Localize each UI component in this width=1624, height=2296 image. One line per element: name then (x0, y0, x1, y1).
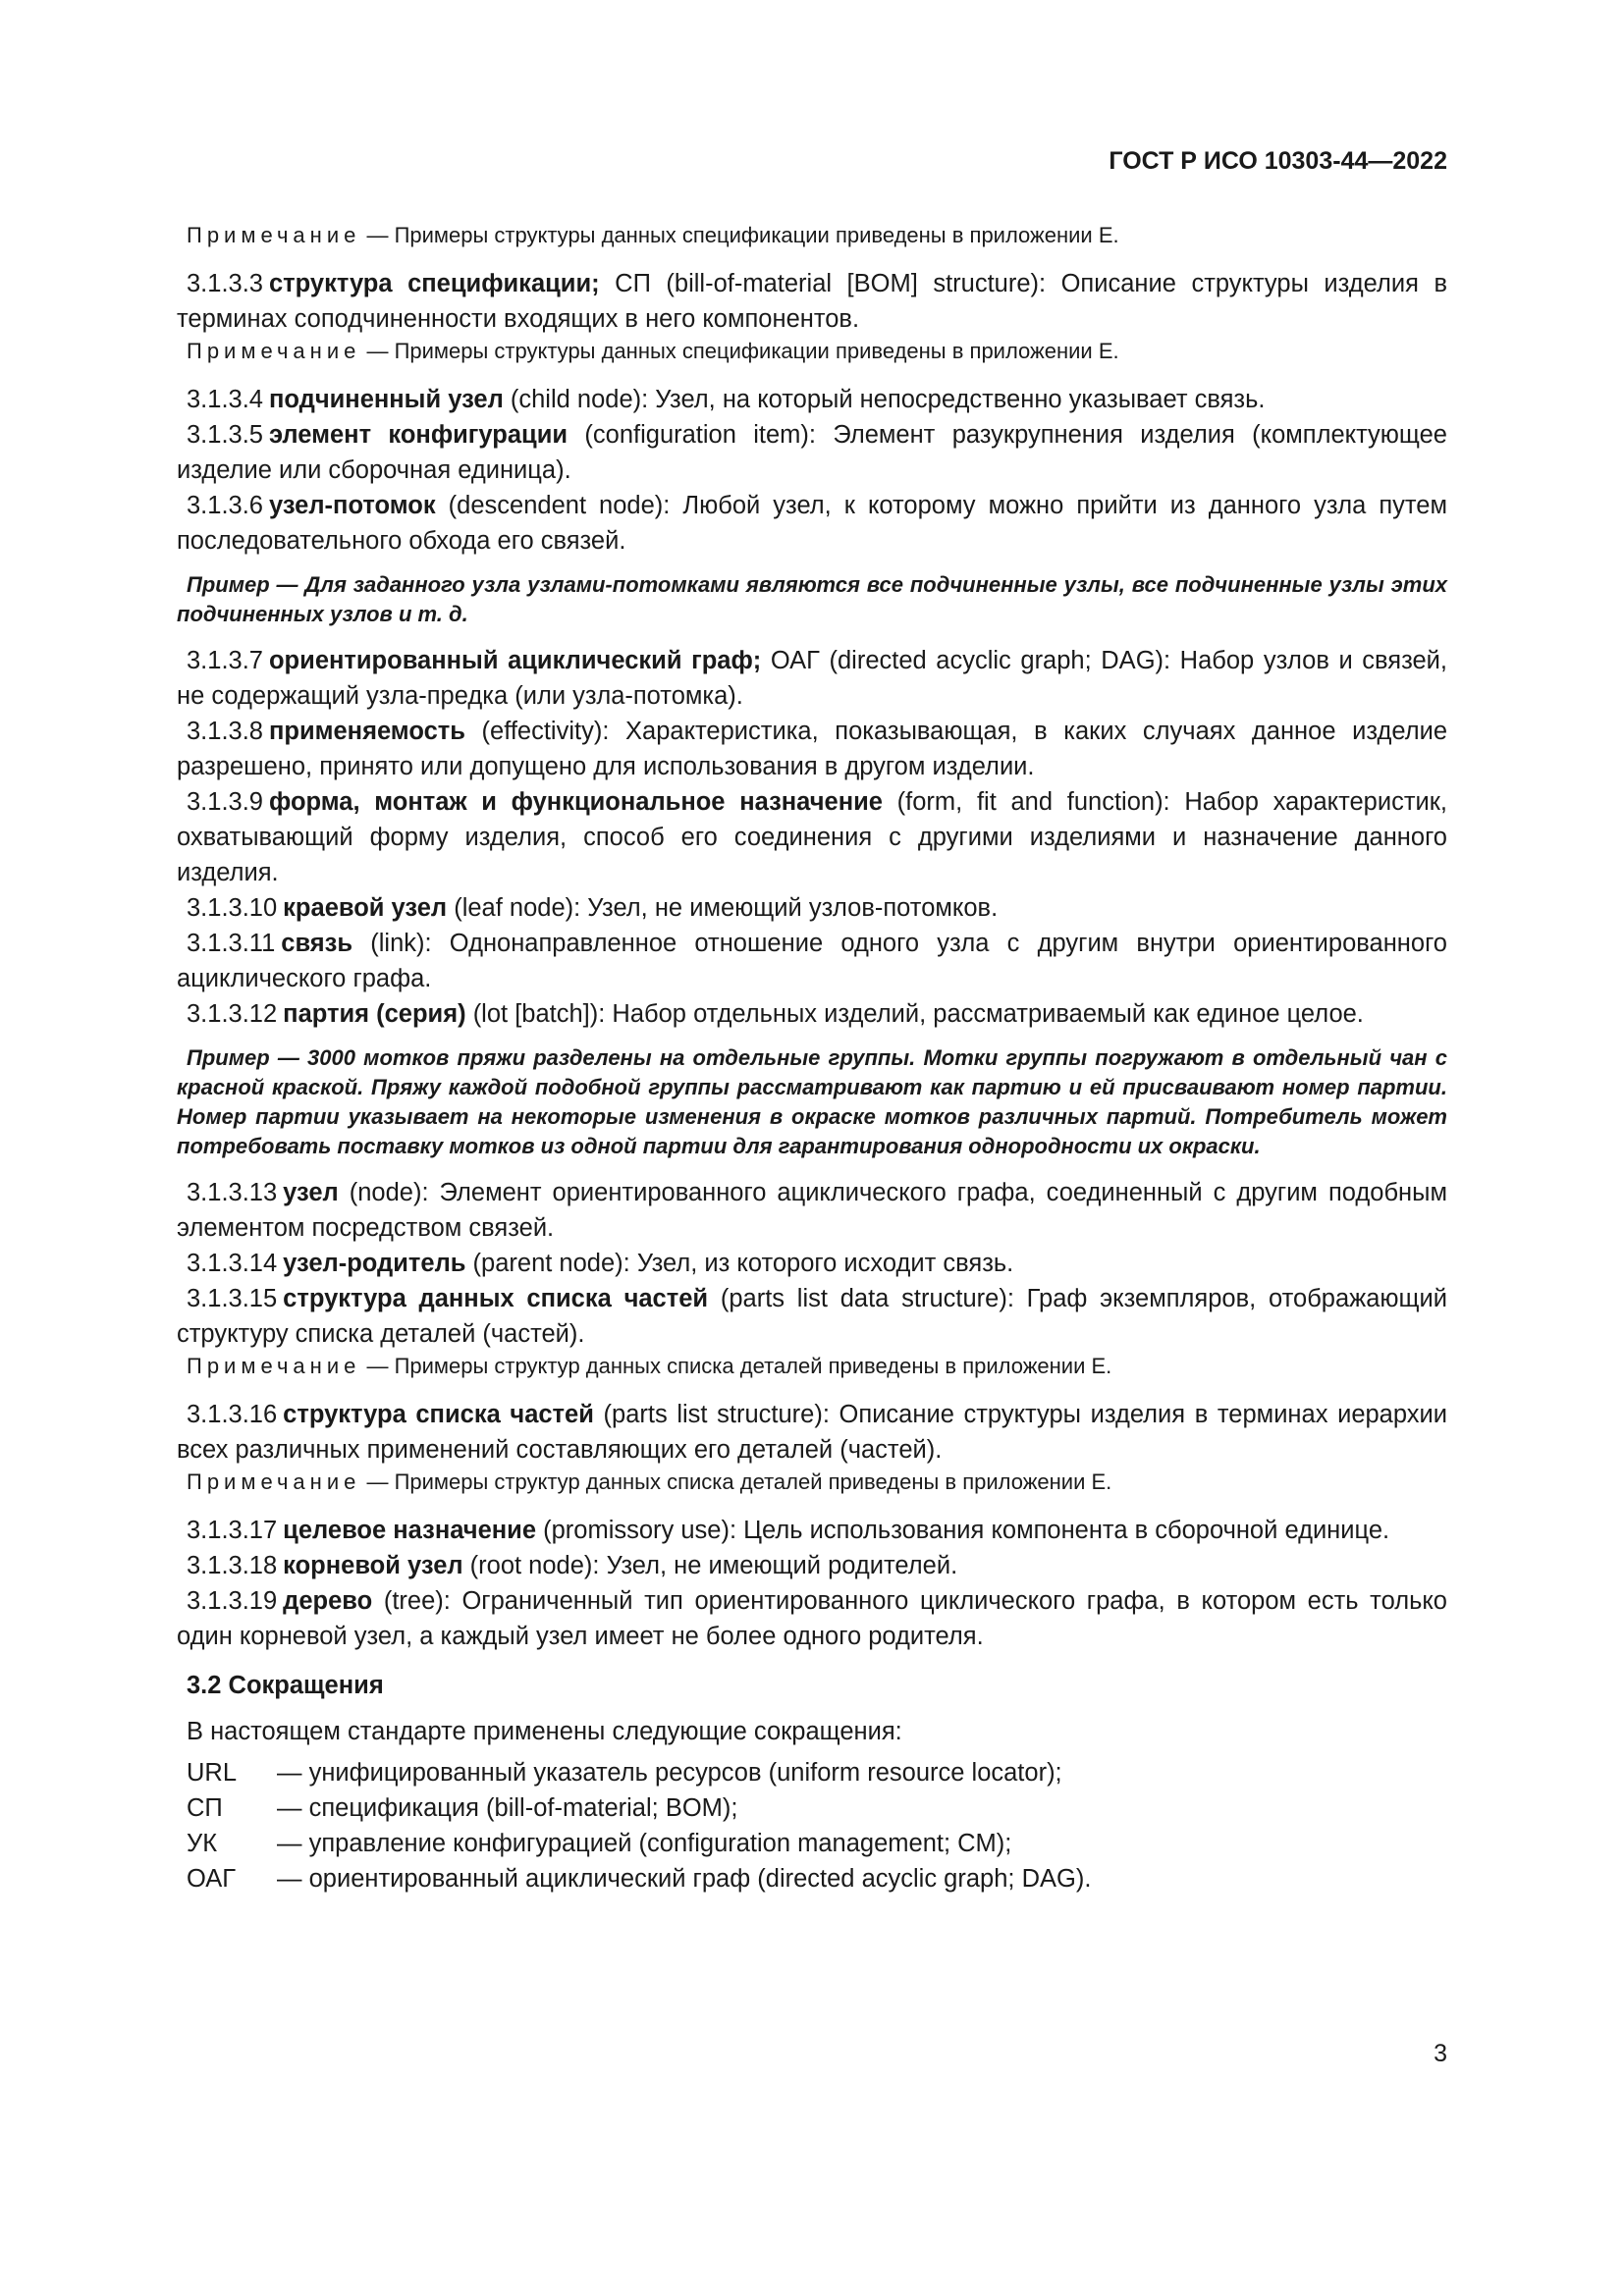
definition (177, 784, 1447, 890)
definition-number: 3.1.3.18 (187, 1552, 278, 1579)
section-title: 3.2 Сокращения (187, 1672, 384, 1699)
definition (177, 1513, 1447, 1548)
definition-text: (link): Однонаправленное отношение одного узла с другим внутри ориентированного ациклического графа. (177, 930, 1447, 992)
definition-term: узел (283, 1179, 339, 1206)
page-number: 3 (1434, 2040, 1447, 2067)
example: Пример — Для заданного узла узлами-потомками являются все подчиненные узлы, все подчиненные узлы этих подчиненных узлов и т. д. (177, 572, 1447, 626)
definition-text: (node): Элемент ориентированного ациклического графа, соединенный с другим подобным элементом посредством связей. (177, 1179, 1447, 1242)
definition-term: структура списка частей (283, 1401, 594, 1428)
definition-text: СП (bill-of-material [BOM] structure): Описание структуры изделия в терминах соподчиненности входящих в него компонентов. (177, 270, 1447, 333)
example: Пример — 3000 мотков пряжи разделены на отдельные группы. Мотки группы погружают в отдельный чан с красной краской. Пряжу каждой подобной группы рассматривают как партию и ей присваивают номер партии. Номер партии указывает на некоторые изменения в окраске мотков различных партий. Потребитель может потребовать поставку мотков из одной партии для гарантирования однородности их окраски. (177, 1045, 1447, 1158)
abbreviation-text: — спецификация (bill-of-material; BOM); (277, 1794, 738, 1822)
abbreviations-list (177, 1755, 1447, 1896)
definition-term: партия (серия) (283, 1000, 466, 1028)
definition-number: 3.1.3.15 (187, 1285, 278, 1312)
document-id: ГОСТ Р ИСО 10303-44—2022 (1109, 147, 1447, 175)
definition-text: (child node): Узел, на который непосредственно указывает связь. (503, 386, 1266, 413)
definition-term: узел-потомок (268, 492, 436, 519)
definition-number: 3.1.3.8 (187, 718, 263, 745)
definition (177, 996, 1447, 1032)
abbreviation-row (187, 1790, 1447, 1826)
definition-number: 3.1.3.5 (187, 421, 263, 449)
definition (177, 1175, 1447, 1246)
note-label: Примечание (187, 339, 361, 363)
definition (177, 417, 1447, 488)
definition-term: корневой узел (283, 1552, 463, 1579)
definition-term: дерево (283, 1587, 373, 1615)
definition-text: (lot [batch]): Набор отдельных изделий, рассматриваемый как единое целое. (465, 1000, 1364, 1028)
definition-text: (parts list structure): Описание структуры изделия в терминах иерархии всех различных применений составляющих его деталей (частей). (177, 1401, 1447, 1464)
abbreviation-text: — управление конфигурацией (configuration management; CM); (277, 1830, 1012, 1857)
definition (177, 1397, 1447, 1468)
note (177, 221, 1447, 250)
note-label: Примечание (187, 223, 361, 247)
definition (177, 926, 1447, 996)
note-text: — Примеры структур данных списка деталей приведены в приложении Е. (360, 1469, 1112, 1494)
definition-text: (promissory use): Цель использования компонента в сборочной единице. (536, 1517, 1390, 1544)
abbreviation-text: — ориентированный ациклический граф (directed acyclic graph; DAG). (277, 1865, 1092, 1893)
definition-term: структура спецификации; (268, 270, 600, 297)
note-text: — Примеры структур данных списка деталей приведены в приложении Е. (360, 1354, 1112, 1378)
definition-text: (leaf node): Узел, не имеющий узлов-потомков. (447, 894, 999, 922)
definition (177, 266, 1447, 337)
definition-term: целевое назначение (283, 1517, 537, 1544)
definition-term: подчиненный узел (268, 386, 504, 413)
definition-text: (form, fit and function): Набор характеристик, охватывающий форму изделия, способ его соединения с другими изделиями и назначение данного изделия. (177, 788, 1447, 886)
definition-number: 3.1.3.6 (187, 492, 263, 519)
definition-term: связь (281, 930, 353, 957)
abbreviation-key: СП (187, 1794, 223, 1822)
definition-number: 3.1.3.3 (187, 270, 263, 297)
abbreviation-row (187, 1826, 1447, 1861)
note-text: — Примеры структуры данных спецификации приведены в приложении Е. (360, 339, 1119, 363)
definition (177, 1246, 1447, 1281)
definition-term: ориентированный ациклический граф; (268, 647, 762, 674)
definition (177, 643, 1447, 714)
definition (177, 382, 1447, 417)
definition (177, 1281, 1447, 1352)
definition-term: краевой узел (283, 894, 448, 922)
definition-text: (descendent node): Любой узел, к которому можно прийти из данного узла путем последовательного обхода его связей. (177, 492, 1447, 555)
abbreviation-row (187, 1755, 1447, 1790)
abbreviation-key: ОАГ (187, 1865, 237, 1893)
definition-term: применяемость (268, 718, 465, 745)
definition (177, 1548, 1447, 1583)
definition-number: 3.1.3.12 (187, 1000, 278, 1028)
abbreviation-key: УК (187, 1830, 218, 1857)
note (177, 337, 1447, 366)
definition-number: 3.1.3.19 (187, 1587, 278, 1615)
definition-text: ОАГ (directed acyclic graph; DAG): Набор узлов и связей, не содержащий узла-предка (или узла-потомка). (177, 647, 1447, 710)
definition (177, 1583, 1447, 1654)
definition-term: узел-родитель (283, 1250, 466, 1277)
definition-text: (root node): Узел, не имеющий родителей. (462, 1552, 958, 1579)
definition-number: 3.1.3.7 (187, 647, 263, 674)
definition (177, 488, 1447, 559)
definition-number: 3.1.3.13 (187, 1179, 278, 1206)
definition (177, 890, 1447, 926)
definition-number: 3.1.3.9 (187, 788, 263, 816)
definition-text: (tree): Ограниченный тип ориентированного циклического графа, в котором есть только один корневой узел, а каждый узел имеет не более одного родителя. (177, 1587, 1447, 1650)
note (177, 1352, 1447, 1381)
definition-number: 3.1.3.16 (187, 1401, 278, 1428)
abbreviation-key: URL (187, 1759, 238, 1787)
abbreviation-row (187, 1861, 1447, 1896)
abbreviation-text: — унифицированный указатель ресурсов (uniform resource locator); (277, 1759, 1062, 1787)
definitions-list (177, 221, 1447, 1654)
definition-number: 3.1.3.14 (187, 1250, 278, 1277)
definition-text: (parent node): Узел, из которого исходит связь. (465, 1250, 1014, 1277)
note (177, 1468, 1447, 1497)
definition-term: элемент конфигурации (268, 421, 568, 449)
definition (177, 714, 1447, 784)
definition-term: структура данных списка частей (283, 1285, 709, 1312)
section-intro: В настоящем стандарте применены следующие сокращения: (187, 1718, 902, 1745)
page-content (177, 221, 1447, 1896)
definition-term: форма, монтаж и функциональное назначение (268, 788, 883, 816)
definition-number: 3.1.3.10 (187, 894, 278, 922)
definition-text: (configuration item): Элемент разукрупнения изделия (комплектующее изделие или сборочная единица). (177, 421, 1447, 484)
definition-number: 3.1.3.4 (187, 386, 263, 413)
note-label: Примечание (187, 1354, 361, 1378)
note-text: — Примеры структуры данных спецификации приведены в приложении Е. (360, 223, 1119, 247)
definition-text: (effectivity): Характеристика, показывающая, в каких случаях данное изделие разрешено, принято или допущено для использования в другом изделии. (177, 718, 1447, 780)
note-label: Примечание (187, 1469, 361, 1494)
definition-text: (parts list data structure): Граф экземпляров, отображающий структуру списка деталей (частей). (177, 1285, 1447, 1348)
definition-number: 3.1.3.11 (187, 930, 276, 957)
definition-number: 3.1.3.17 (187, 1517, 278, 1544)
